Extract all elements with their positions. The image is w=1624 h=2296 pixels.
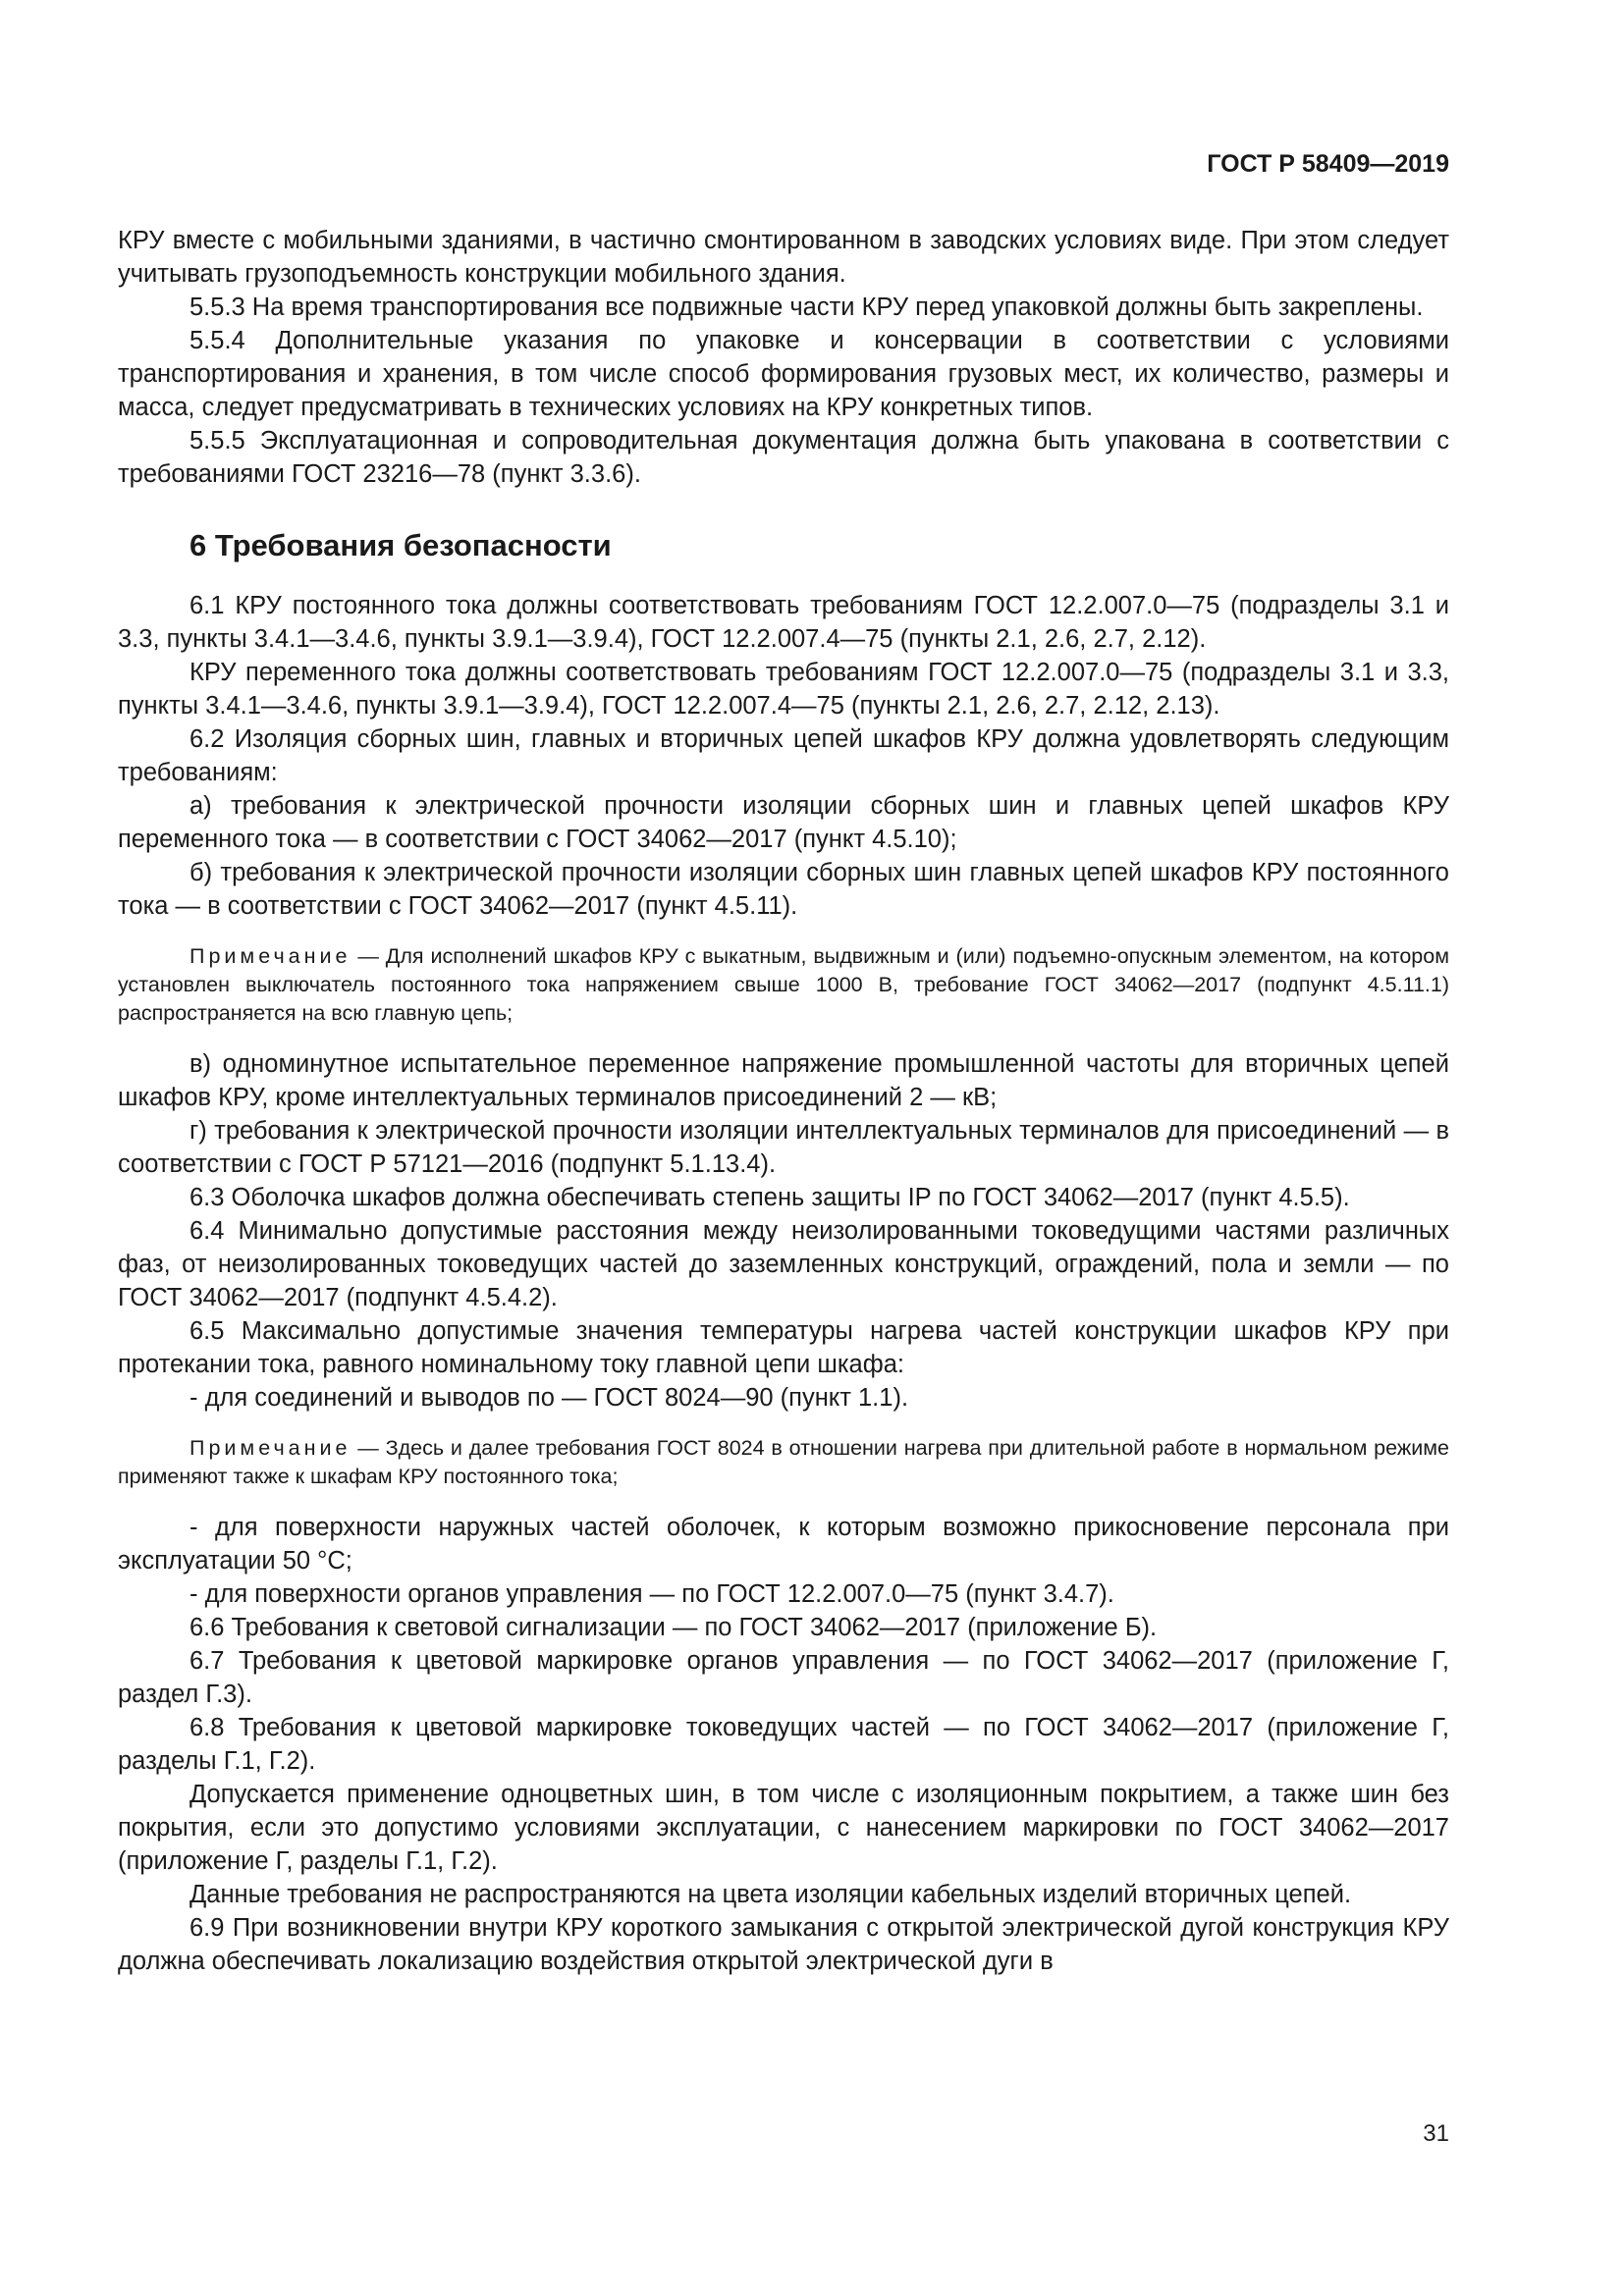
- paragraph: 6.6 Требования к световой сигнализации — по ГОСТ 34062—2017 (приложение Б).: [189, 1614, 1158, 1641]
- paragraph: 6.2 Изоляция сборных шин, главных и вторичных цепей шкафов КРУ должна удовлетворять следующим требованиям:: [118, 725, 1449, 786]
- paragraph: 6.1 КРУ постоянного тока должны соответствовать требованиям ГОСТ 12.2.007.0—75 (подразделы 3.1 и 3.3, пункты 3.4.1—3.4.6, пункты 3.9.1—3.9.4), ГОСТ 12.2.007.4—75 (пункты 2.1, 2.6, 2.7, 2.12).: [118, 592, 1449, 653]
- note: [118, 1434, 1449, 1491]
- page-number: 31: [1423, 2120, 1449, 2147]
- list-item: в) одноминутное испытательное переменное напряжение промышленной частоты для вторичных цепей шкафов КРУ, кроме интеллектуальных терминалов присоединений 2 — кВ;: [118, 1050, 1449, 1111]
- note-text: — Здесь и далее требования ГОСТ 8024 в отношении нагрева при длительной работе в нормальном режиме применяют также к шкафам КРУ постоянного тока;: [118, 1436, 1449, 1488]
- document-header: ГОСТ Р 58409—2019: [1207, 150, 1449, 178]
- paragraph: 5.5.3 На время транспортирования все подвижные части КРУ перед упаковкой должны быть закреплены.: [189, 294, 1424, 321]
- paragraph: 6.5 Максимально допустимые значения температуры нагрева частей конструкции шкафов КРУ при протекании тока, равного номинальному току главной цепи шкафа:: [118, 1317, 1449, 1378]
- paragraph: 6.4 Минимально допустимые расстояния между неизолированными токоведущими частями различных фаз, от неизолированных токоведущих частей до заземленных конструкций, ограждений, пола и земли — по ГОСТ 34062—2017 (подпункт 4.5.4.2).: [118, 1217, 1449, 1311]
- paragraph: КРУ переменного тока должны соответствовать требованиям ГОСТ 12.2.007.0—75 (подразделы 3.1 и 3.3, пункты 3.4.1—3.4.6, пункты 3.9.1—3.9.4), ГОСТ 12.2.007.4—75 (пункты 2.1, 2.6, 2.7, 2.12, 2.13).: [118, 659, 1449, 720]
- paragraph: 6.3 Оболочка шкафов должна обеспечивать степень защиты IP по ГОСТ 34062—2017 (пункт 4.5.5).: [189, 1184, 1350, 1211]
- list-item: - для поверхности органов управления — по ГОСТ 12.2.007.0—75 (пункт 3.4.7).: [189, 1580, 1114, 1608]
- paragraph: 5.5.4 Дополнительные указания по упаковке и консервации в соответствии с условиями транспортирования и хранения, в том числе способ формирования грузовых мест, их количество, размеры и масса, следует предусматривать в технических условиях на КРУ конкретных типов.: [118, 327, 1449, 421]
- list-item: г) требования к электрической прочности изоляции интеллектуальных терминалов для присоединений — в соответствии с ГОСТ Р 57121—2016 (подпункт 5.1.13.4).: [118, 1117, 1449, 1178]
- paragraph: 6.7 Требования к цветовой маркировке органов управления — по ГОСТ 34062—2017 (приложение Г, раздел Г.3).: [118, 1647, 1449, 1708]
- paragraph: 6.8 Требования к цветовой маркировке токоведущих частей — по ГОСТ 34062—2017 (приложение Г, разделы Г.1, Г.2).: [118, 1714, 1449, 1775]
- list-item: - для поверхности наружных частей оболочек, к которым возможно прикосновение персонала при эксплуатации 50 °С;: [118, 1514, 1449, 1575]
- note: [118, 942, 1449, 1028]
- list-item: а) требования к электрической прочности изоляции сборных шин и главных цепей шкафов КРУ переменного тока — в соответствии с ГОСТ 34062—2017 (пункт 4.5.10);: [118, 792, 1449, 853]
- paragraph: 5.5.5 Эксплуатационная и сопроводительная документация должна быть упакована в соответствии с требованиями ГОСТ 23216—78 (пункт 3.3.6).: [118, 427, 1449, 488]
- paragraph: Данные требования не распространяются на цвета изоляции кабельных изделий вторичных цепей.: [189, 1881, 1352, 1908]
- document-body: [118, 224, 1449, 1978]
- note-text: — Для исполнений шкафов КРУ с выкатным, выдвижным и (или) подъемно-опускным элементом, на котором установлен выключатель постоянного тока напряжением свыше 1000 В, требование ГОСТ 34062—2017 (подпункт 4.5.11.1) распространяется на всю главную цепь;: [118, 944, 1449, 1025]
- paragraph: КРУ вместе с мобильными зданиями, в частично смонтированном в заводских условиях виде. При этом следует учитывать грузоподъемность конструкции мобильного здания.: [118, 227, 1449, 288]
- note-label: Примечание: [189, 944, 352, 968]
- list-item: - для соединений и выводов по — ГОСТ 8024—90 (пункт 1.1).: [189, 1384, 909, 1412]
- note-label: Примечание: [189, 1436, 352, 1460]
- paragraph: 6.9 При возникновении внутри КРУ короткого замыкания с открытой электрической дугой конструкция КРУ должна обеспечивать локализацию воздействия открытой электрической дуги в: [118, 1914, 1449, 1975]
- paragraph: Допускается применение одноцветных шин, в том числе с изоляционным покрытием, а также шин без покрытия, если это допустимо условиями эксплуатации, с нанесением маркировки по ГОСТ 34062—2017 (приложение Г, разделы Г.1, Г.2).: [118, 1781, 1449, 1875]
- list-item: б) требования к электрической прочности изоляции сборных шин главных цепей шкафов КРУ постоянного тока — в соответствии с ГОСТ 34062—2017 (пункт 4.5.11).: [118, 859, 1449, 920]
- section-heading: 6 Требования безопасности: [189, 528, 612, 562]
